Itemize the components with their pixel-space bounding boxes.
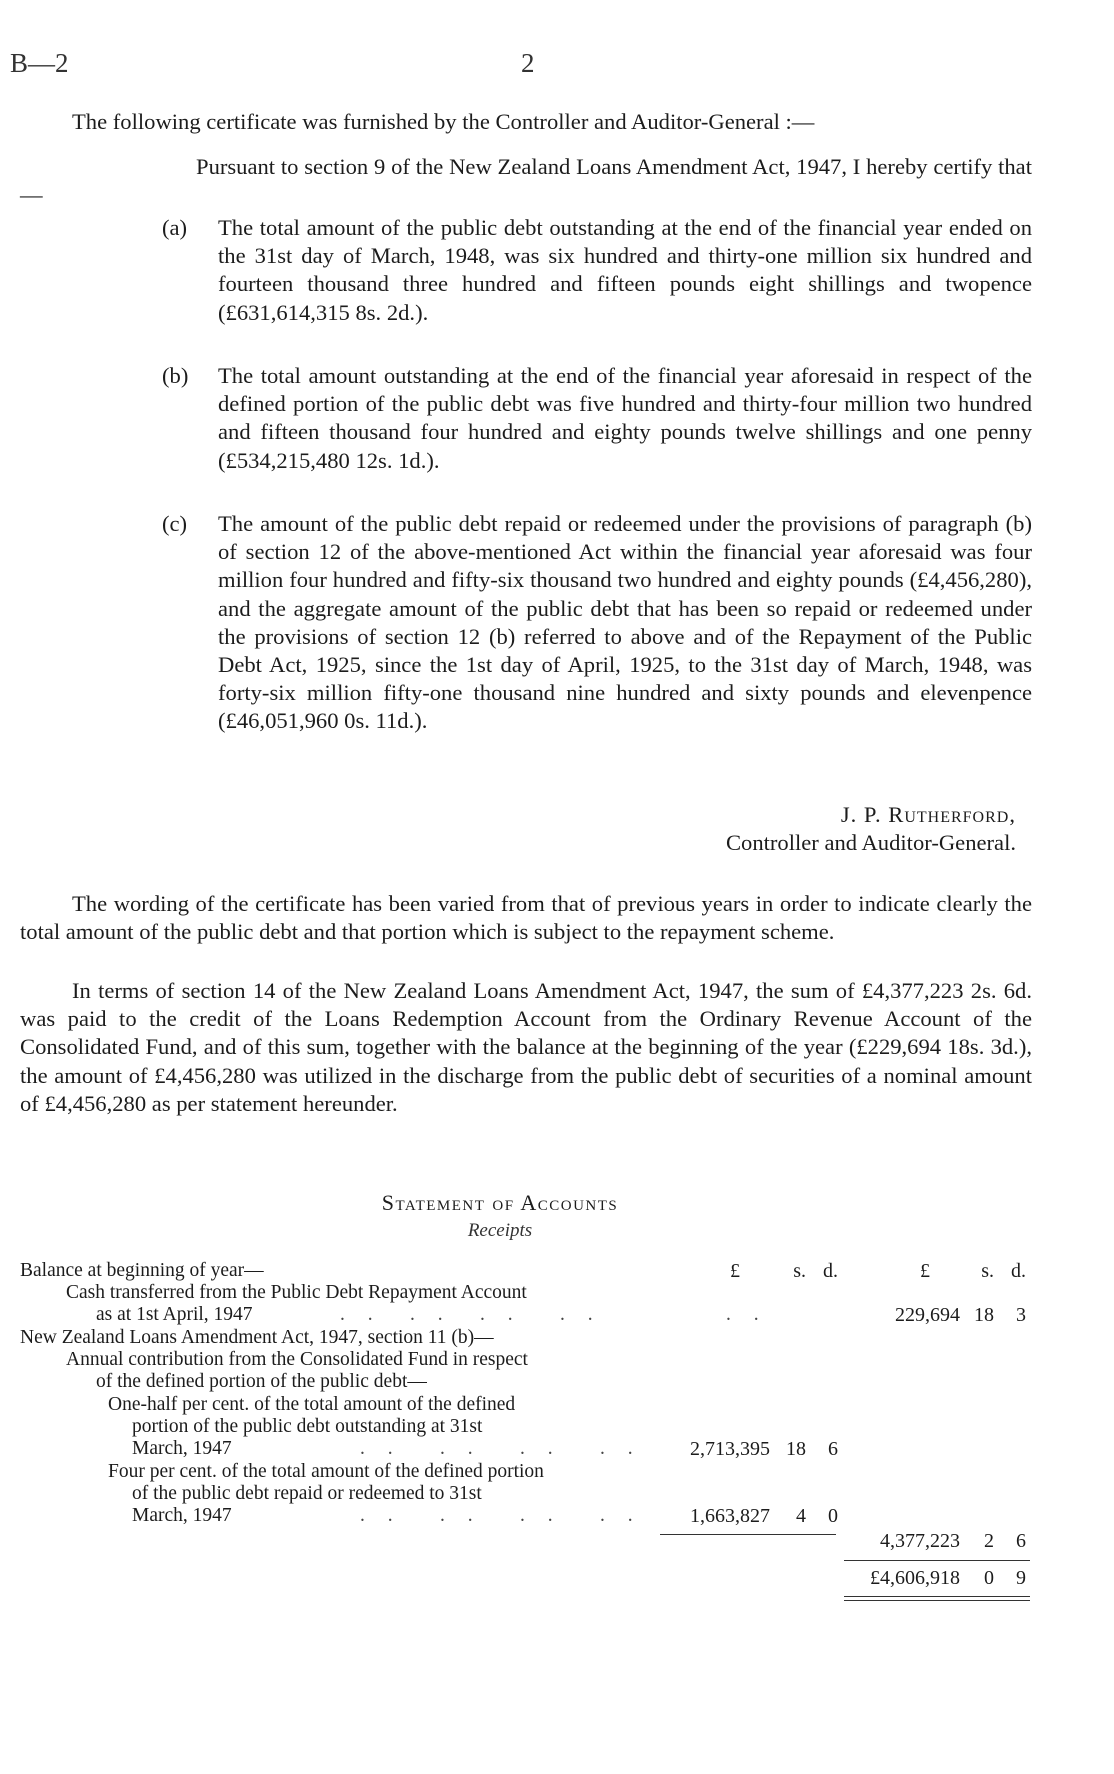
line-four-2: of the public debt repaid or redeemed to 31st: [132, 1483, 482, 1504]
balance-pence: 3: [1016, 1304, 1026, 1326]
line-cash-2: as at 1st April, 1947: [96, 1304, 253, 1325]
leader-dots: . .: [726, 1304, 768, 1325]
certificate-item-a: [162, 214, 1032, 327]
item-label: (a): [162, 215, 188, 240]
item-text: The total amount outstanding at the end of the financial year aforesaid in respect of the defined portion of the public debt was five hundred and thirty-four million two hundred and fifteen thousand four hundred and eighty pounds twelve shillings and one penny (£534,215,480 12s. 1d.).: [218, 363, 1032, 473]
total-pounds: £4,606,918: [870, 1567, 960, 1589]
item-text: The amount of the public debt repaid or redeemed under the provisions of paragraph (b) of section 12 of the above-mentioned Act within the financial year aforesaid was four million four hundred and fifty-six thousand two hundred and eighty pounds (£4,456,280), and the aggregate amount of the public debt that has been so repaid or redeemed under the provisions of section 12 (b) referred to above and of the Repayment of the Public Debt Act, 1925, since the 1st day of April, 1925, to the 31st day of March, 1948, was forty-six million fifty-one thousand nine hundred and sixty pounds and elevenpence (£46,051,960 0s. 11d.).: [218, 511, 1032, 734]
leader-dots: . .: [520, 1438, 562, 1459]
half-shillings: 18: [786, 1438, 806, 1460]
leader-dots: . .: [560, 1304, 602, 1325]
leader-dots: . .: [440, 1505, 482, 1526]
subtotal-rule: [660, 1534, 836, 1535]
item-label: (c): [162, 511, 188, 536]
item-label: (b): [162, 363, 189, 388]
four-pence: 0: [828, 1505, 838, 1527]
leader-dots: . .: [440, 1438, 482, 1459]
total-pence: 9: [1016, 1567, 1026, 1589]
document-code: B—2: [10, 48, 69, 78]
page-number: 2: [521, 48, 535, 78]
line-half-2: portion of the public debt outstanding at 31st: [132, 1416, 483, 1437]
statement-title: Statement of Accounts: [381, 1190, 619, 1215]
certificate-item-c: [162, 510, 1032, 736]
total-rule-bottom-1: [844, 1596, 1030, 1597]
pursuant-paragraph: Pursuant to section 9 of the New Zealand Loans Amendment Act, 1947, I hereby certify that—: [20, 154, 1032, 208]
line-balance-heading: Balance at beginning of year—: [20, 1260, 264, 1281]
leader-dots: . .: [600, 1505, 642, 1526]
col1-shillings-header: s.: [793, 1260, 806, 1282]
leader-dots: . .: [410, 1304, 452, 1325]
line-cash-1: Cash transferred from the Public Debt Repayment Account: [66, 1282, 527, 1303]
leader-dots: . .: [520, 1505, 562, 1526]
subtotal-pence: 6: [1016, 1530, 1026, 1552]
line-half-1: One-half per cent. of the total amount of the defined: [108, 1394, 516, 1415]
total-rule-top: [844, 1560, 1030, 1561]
line-annual-2: of the defined portion of the public debt—: [96, 1371, 427, 1392]
line-four-3: March, 1947: [132, 1505, 232, 1526]
line-nz-heading: New Zealand Loans Amendment Act, 1947, section 11 (b)—: [20, 1327, 494, 1348]
note-paragraph-wording: The wording of the certificate has been varied from that of previous years in order to indicate clearly the total amount of the public debt and that portion which is subject to the repayment scheme.: [20, 891, 1032, 945]
col2-pounds-header: £: [920, 1260, 930, 1282]
half-pence: 6: [828, 1438, 838, 1460]
note-paragraph-section-14: In terms of section 14 of the New Zealand Loans Amendment Act, 1947, the sum of £4,377,223 2s. 6d. was paid to the credit of the Loans Redemption Account from the Ordinary Revenue Account of the Consolidated Fund, and of this sum, together with the balance at the beginning of the year (£229,694 18s. 3d.), the amount of £4,456,280 was utilized in the discharge from the public debt of securities of a nominal amount of £4,456,280 as per statement hereunder.: [20, 978, 1032, 1116]
balance-shillings: 18: [974, 1304, 994, 1326]
subtotal-pounds: 4,377,223: [880, 1530, 960, 1552]
balance-pounds: 229,694: [895, 1304, 960, 1326]
line-four-1: Four per cent. of the total amount of the defined portion: [108, 1461, 544, 1482]
leader-dots: . .: [340, 1304, 382, 1325]
signature-name: J. P. Rutherford,: [840, 802, 1016, 827]
col1-pounds-header: £: [730, 1260, 740, 1282]
statement-subtitle: Receipts: [467, 1220, 533, 1241]
four-pounds: 1,663,827: [690, 1505, 770, 1527]
leader-dots: . .: [600, 1438, 642, 1459]
col1-pence-header: d.: [823, 1260, 838, 1282]
leader-dots: . .: [360, 1505, 402, 1526]
leader-dots: . .: [360, 1438, 402, 1459]
four-shillings: 4: [796, 1505, 806, 1527]
col2-pence-header: d.: [1011, 1260, 1026, 1282]
item-text: The total amount of the public debt outstanding at the end of the financial year ended on the 31st day of March, 1948, was six hundred and thirty-one million six hundred and fourteen thousand three hundred and fifteen pounds eight shillings and twopence (£631,614,315 8s. 2d.).: [218, 215, 1032, 325]
certificate-item-b: [162, 362, 1032, 475]
subtotal-shillings: 2: [984, 1530, 994, 1552]
leader-dots: . .: [480, 1304, 522, 1325]
intro-paragraph: The following certificate was furnished by the Controller and Auditor-General :—: [72, 109, 815, 134]
signature-title: Controller and Auditor-General.: [725, 830, 1016, 855]
line-annual-1: Annual contribution from the Consolidated Fund in respect: [66, 1349, 528, 1370]
total-shillings: 0: [984, 1567, 994, 1589]
col2-shillings-header: s.: [981, 1260, 994, 1282]
total-rule-bottom-2: [844, 1600, 1030, 1601]
line-half-3: March, 1947: [132, 1438, 232, 1459]
half-pounds: 2,713,395: [690, 1438, 770, 1460]
